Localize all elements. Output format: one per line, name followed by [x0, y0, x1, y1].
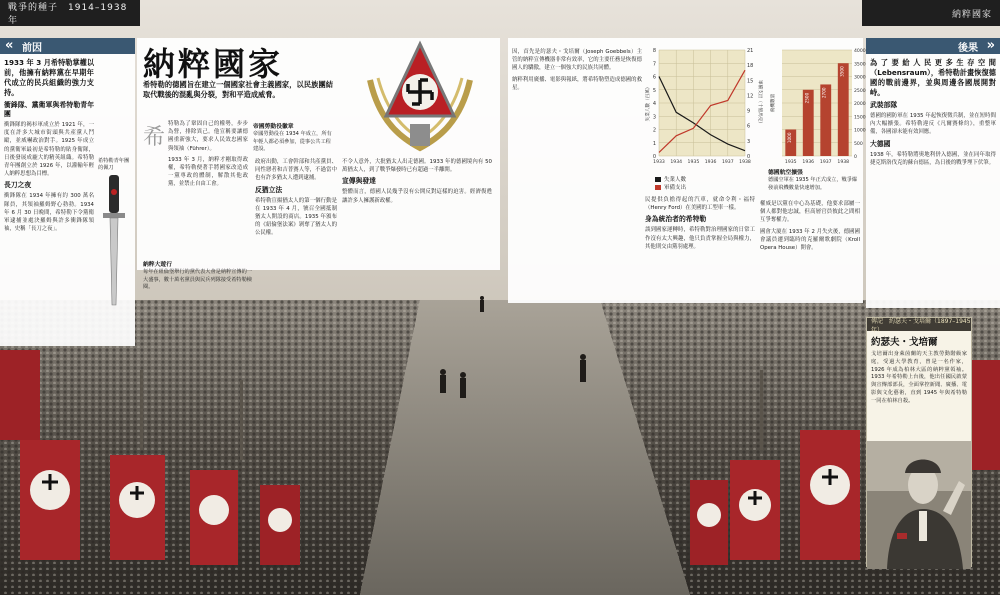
- legend-label-unemployment: 失業人數: [664, 177, 687, 183]
- drop-cap: 希: [143, 125, 166, 150]
- line-chart-legend: [655, 176, 686, 192]
- intro-paragraph: [143, 80, 333, 120]
- bar-chart-y-tick: 4000: [854, 49, 866, 54]
- right-sidebar-para-1: 德國的國防軍在 1935 年起恢復徵兵制，並在短時間內大幅擴張。希特勒違反《凡爾賽條約》，重整軍備，各國卻未能有效回應。: [870, 113, 996, 136]
- bar-chart-axis-label: 飛機數量: [771, 93, 776, 113]
- aircraft-bar-chart: [768, 44, 866, 166]
- right-sidebar-text: [870, 58, 996, 304]
- emblem-caption-text: 帝國勞動役在 1934 年成立，所有年輕人都必須參加，從事公共工程建設。: [253, 131, 332, 153]
- left-sidebar-heading-1: 衝鋒隊、黨衛軍與希特勒青年團: [4, 101, 94, 118]
- column-4-para-2: 納粹利用廣播、電影與報紙，將希特勒塑造成德國的救星。: [512, 76, 642, 91]
- header-left: [0, 0, 140, 26]
- line-chart-left-tick: 8: [652, 48, 656, 54]
- column-1-para-2: 1933 年 3 月，納粹才剛取得政權，希特勒便著手將國家改造成一黨專政的體制，解散其他政黨，並禁止自由工會。: [168, 156, 248, 188]
- column-3-para-2: 整體而言，德國人民幾乎沒有公開反對這樣的迫害。經濟復甦讓許多人擁護新政權。: [342, 189, 492, 204]
- line-chart-left-tick: 7: [652, 61, 656, 68]
- line-chart-right-tick: 18: [747, 63, 754, 70]
- column-3-heading: 宣傳與發達: [342, 177, 376, 186]
- line-chart-right-tick: 15: [747, 78, 754, 85]
- legend-item-unemployment: [655, 176, 686, 184]
- goebbels-biography: [866, 317, 972, 567]
- line-chart-x-tick: 1935: [687, 160, 700, 165]
- line-chart-left-tick: 0: [652, 154, 656, 160]
- line-chart-right-tick: 0: [747, 154, 751, 160]
- bar-data-label: 1000: [786, 132, 792, 144]
- bar-data-label: 2700: [821, 87, 827, 99]
- header-left-text: 戰爭的種子 1914–1938年: [8, 3, 128, 26]
- intro-text: 希特勒的德國旨在建立一個國家社會主義國家，以民族團結取代戰後的混亂與分裂，對和平造成威脅。: [143, 80, 333, 99]
- bar-chart-y-tick: 2000: [854, 102, 866, 107]
- dagger-caption: 希特勒青年團的佩刀: [98, 158, 130, 172]
- left-sidebar-heading-2: 長刀之夜: [4, 181, 32, 190]
- legend-label-armament: 軍備支出: [664, 185, 687, 191]
- section-head-left: [0, 38, 135, 54]
- rally-caption-title: 納粹大遊行: [143, 262, 172, 268]
- bar-chart-caption: [768, 170, 860, 192]
- header-right: [862, 0, 1000, 26]
- line-chart-left-tick: 1: [652, 140, 656, 147]
- line-chart-left-tick: 4: [652, 101, 656, 107]
- legend-item-armament: [655, 184, 686, 192]
- line-chart-right-tick: 3: [747, 138, 751, 145]
- bar-data-label: 2500: [804, 92, 810, 104]
- biography-text: 戈培爾出身萊茵蘭的天主教勞動階級家庭，受過大學教育，曾是一名作家，1926 年成為柏林大區的納粹黨領袖。1933 年希特勒上台後，他出任國民啟蒙與宣傳部部長，全面掌控新聞、廣播、電影與文化藝術，直到 1945 年與希特勒一同在柏林自殺。: [871, 351, 967, 404]
- line-chart-x-tick: 1934: [670, 160, 683, 165]
- column-5-para-1: 民提供負擔得起的汽車，就命令利・福特（Henry Ford）在美國的工型車一樣。: [645, 197, 755, 212]
- column-5-heading: 身為統治者的希特勒: [645, 215, 707, 224]
- section-head-left-label: « 前因: [22, 42, 42, 54]
- rally-caption: [143, 262, 253, 292]
- bar-chart-caption-title: 德國航空擴張: [768, 170, 803, 176]
- right-sidebar-heading-1: 武裝部隊: [870, 101, 898, 109]
- bar-chart-y-tick: 3000: [854, 75, 866, 81]
- bar-chart-y-tick: 500: [854, 141, 863, 147]
- left-sidebar-lead: 1933 年 3 月希特勒掌權以前，他擁有納粹黨在早期年代成立的民兵組織的強力支持。: [4, 58, 95, 97]
- bar-chart-y-tick: 1000: [854, 128, 866, 134]
- column-4-para-1: 因，首先是約瑟夫・戈培爾（Joseph Goebbels）主管的納粹宣傳機器非常有效率，它的主要任務是恢復德國人的驕傲，建立一個強大的民族共同體。: [512, 49, 642, 72]
- line-chart-left-axis-label: 失業人數（百萬）: [646, 84, 651, 122]
- unemployment-rearmament-chart: [645, 44, 763, 174]
- column-6: [760, 200, 860, 300]
- line-chart-left-tick: 3: [652, 114, 656, 121]
- bar-chart-y-tick: 3500: [854, 62, 866, 68]
- line-chart-right-tick: 21: [747, 48, 754, 54]
- right-sidebar-heading-2: 大德國: [870, 139, 891, 148]
- line-chart-right-tick: 12: [747, 93, 754, 100]
- section-head-right: [866, 38, 1000, 54]
- goebbels-portrait: [867, 441, 971, 569]
- biography-tag: 傳記 約瑟夫・戈培爾（1897–1945年）: [867, 318, 971, 331]
- emblem-caption: [253, 124, 335, 154]
- left-sidebar-para-2: 衝鋒隊在 1934 年擁有約 300 萬名隊員，其領袖羅姆野心勃勃。1934 年 6 月 30 日晚間，希特勒下令黨衛軍逮捕並處決羅姆與許多衝鋒隊領袖，史稱「長刀之夜」。: [4, 193, 94, 233]
- column-4: [512, 48, 642, 273]
- section-head-right-label: » 後果: [958, 42, 978, 54]
- bar-chart-y-tick: 0: [854, 155, 857, 160]
- line-chart-left-tick: 6: [652, 74, 656, 81]
- left-sidebar-text: [4, 58, 94, 342]
- column-5: [645, 196, 755, 300]
- column-6-para-1: 權威是以黨在中心為基礎，他要求部屬一個人都對他忠誠，但高層官員彼此之間相互爭奪權力。: [760, 201, 860, 224]
- column-3-para-1: 不令人意外，大批猶太人出走德國。1933 年的德國境內有 50 萬猶太人，到了戰爭爆發時已有超過一半離開。: [342, 159, 492, 174]
- column-2-para-2: 希特勒宣揚猶太人的第一個行動是在 1933 年 4 月，號召全國抵制猶太人開設的商店。1935 年頒布的《紐倫堡法案》剝奪了猶太人的公民權。: [255, 197, 337, 237]
- rally-caption-text: 每年在紐倫堡舉行的黨代表大會是納粹宣傳的一大盛事，數十萬名黨員與民兵列隊接受希特勒檢閱。: [143, 269, 252, 291]
- bar-chart-x-tick: 1935: [784, 160, 797, 165]
- column-6-para-2: 國會大廈在 1933 年 2 月失火後，德國國會議員遷到臨時的克羅爾歌劇院（Kroll Opera House）開會。: [760, 228, 860, 252]
- bar-data-label: 3500: [839, 66, 845, 77]
- right-sidebar-para-2: 1938 年，希特勒將奧地利併入德國，並在同年取得捷克斯洛伐克的蘇台德區，為日後的戰爭埋下伏筆。: [870, 151, 996, 166]
- dagger-illustration: [100, 170, 128, 310]
- column-2: [255, 158, 337, 300]
- bar-chart-y-tick: 2500: [854, 88, 866, 94]
- column-2-heading: 反猶立法: [255, 185, 283, 194]
- line-chart-right-axis-label: 軍備支出（十億馬克）: [757, 80, 762, 126]
- column-1-para-1: 特勒為了鞏固自己的權勢，步步為營，排除異己。他宣稱要讓德國重新強大，要求人民效忠國家與領袖（Führer）。: [168, 121, 248, 152]
- left-sidebar-para-1: 衝鋒隊的褐衫軍成立於 1921 年，一度在許多大城市街頭與共產黨人鬥毆，並威嚇政治對手。1925 年成立的黨衛軍最初是希特勒的貼身衛隊，日後發展成龐大的精英組織。希特勒青年團創立於 1926 年，以灌輸年輕人納粹思想為目標。: [4, 122, 94, 178]
- line-chart-x-tick: 1936: [704, 160, 717, 165]
- bar-chart-caption-text: 德國空軍在 1935 年正式成立，戰爭爆發前飛機數量快速增加。: [768, 177, 858, 191]
- line-chart-right-tick: 9: [747, 108, 751, 115]
- right-sidebar-lead: 為了要給人民更多生存空間（Lebensraum），希特勒計畫恢復德國的戰前邊界，並與周邊各國展開對峙。: [870, 58, 996, 97]
- page-title: 納粹國家: [143, 45, 284, 83]
- line-chart-x-tick: 1933: [653, 160, 665, 165]
- column-1: [168, 120, 248, 260]
- bar-chart-x-tick: 1936: [802, 160, 815, 165]
- biography-name: 約瑟夫・戈培爾: [871, 337, 938, 348]
- labour-service-emblem: [360, 40, 480, 152]
- bar-chart-y-tick: 1500: [854, 115, 866, 121]
- column-2-para-1: 政府出動，工會幹部和共產黨員、同性戀者和吉普賽人等，不過當中也有許多猶太人遭到逮捕。: [255, 159, 337, 182]
- line-chart-left-tick: 2: [652, 127, 656, 134]
- emblem-caption-title: 帝國勞動役徽章: [253, 124, 294, 130]
- line-chart-right-tick: 6: [747, 123, 751, 130]
- bar-chart-x-tick: 1937: [819, 160, 832, 165]
- column-3: [342, 158, 492, 300]
- column-5-para-2: 談到國家運轉時，希特勒對治理國家的日常工作沒有太大興趣，他只負責掌握全局與權力，其他則交由黨羽處理。: [645, 227, 755, 250]
- bar-chart-x-tick: 1938: [837, 160, 850, 165]
- line-chart-left-tick: 5: [652, 87, 656, 94]
- line-chart-x-tick: 1938: [739, 160, 751, 165]
- line-chart-x-tick: 1937: [721, 160, 734, 165]
- header-right-text: 納粹國家: [951, 9, 992, 20]
